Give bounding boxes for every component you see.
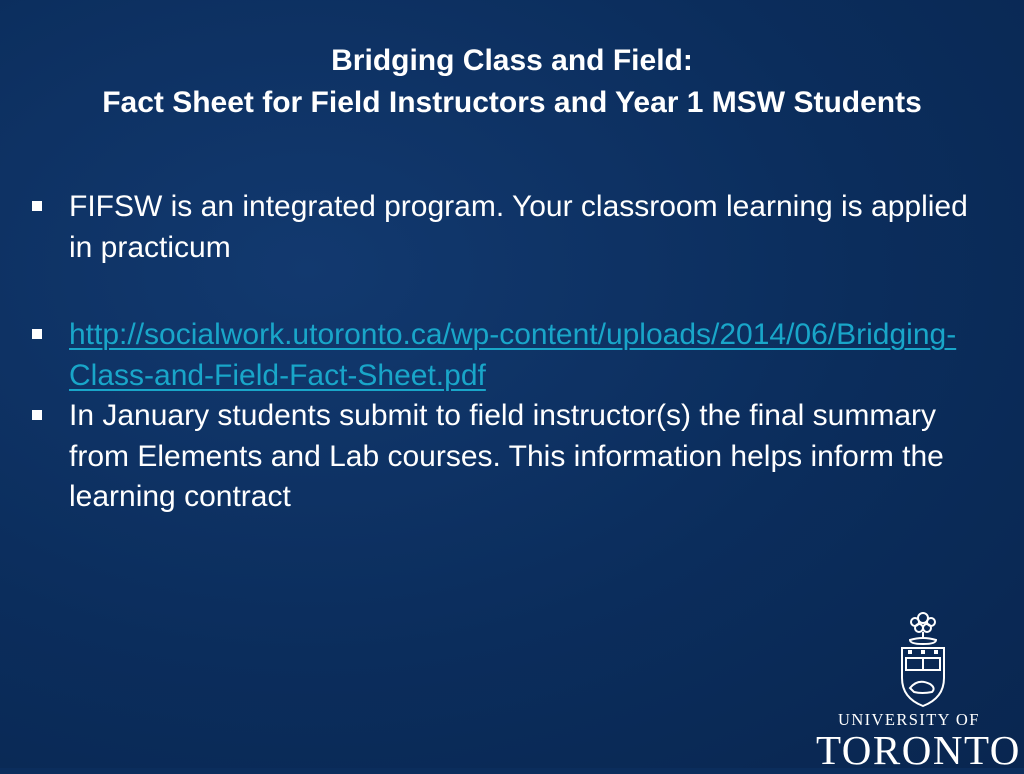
bullet-text: In January students submit to field instructor(s) the final summary from Elements and Lab courses. This information helps inform the learning contract: [69, 399, 944, 513]
bullet-item-integrated-program: [30, 187, 990, 268]
logo-text-university-of: UNIVERSITY OF: [838, 710, 980, 729]
university-crest-icon: [892, 608, 954, 710]
logo-text-toronto: TORONTO: [816, 727, 1021, 773]
square-bullet-icon: [32, 410, 42, 420]
square-bullet-icon: [32, 329, 42, 339]
bullet-list: [30, 187, 990, 518]
bullet-item-january-submission: [30, 396, 990, 518]
title-line-1: Bridging Class and Field:: [331, 44, 693, 77]
square-bullet-icon: [32, 201, 42, 211]
university-logo: [812, 608, 1024, 773]
fact-sheet-link[interactable]: http://socialwork.utoronto.ca/wp-content/uploads/2014/06/Bridging-Class-and-Field-Fact-Sheet.pdf: [69, 318, 957, 392]
slide-title: [0, 40, 1024, 124]
title-line-2: Fact Sheet for Field Instructors and Year 1 MSW Students: [102, 86, 922, 119]
bullet-item-fact-sheet-link: [30, 315, 990, 396]
bullet-text: FIFSW is an integrated program. Your classroom learning is applied in practicum: [69, 190, 968, 264]
